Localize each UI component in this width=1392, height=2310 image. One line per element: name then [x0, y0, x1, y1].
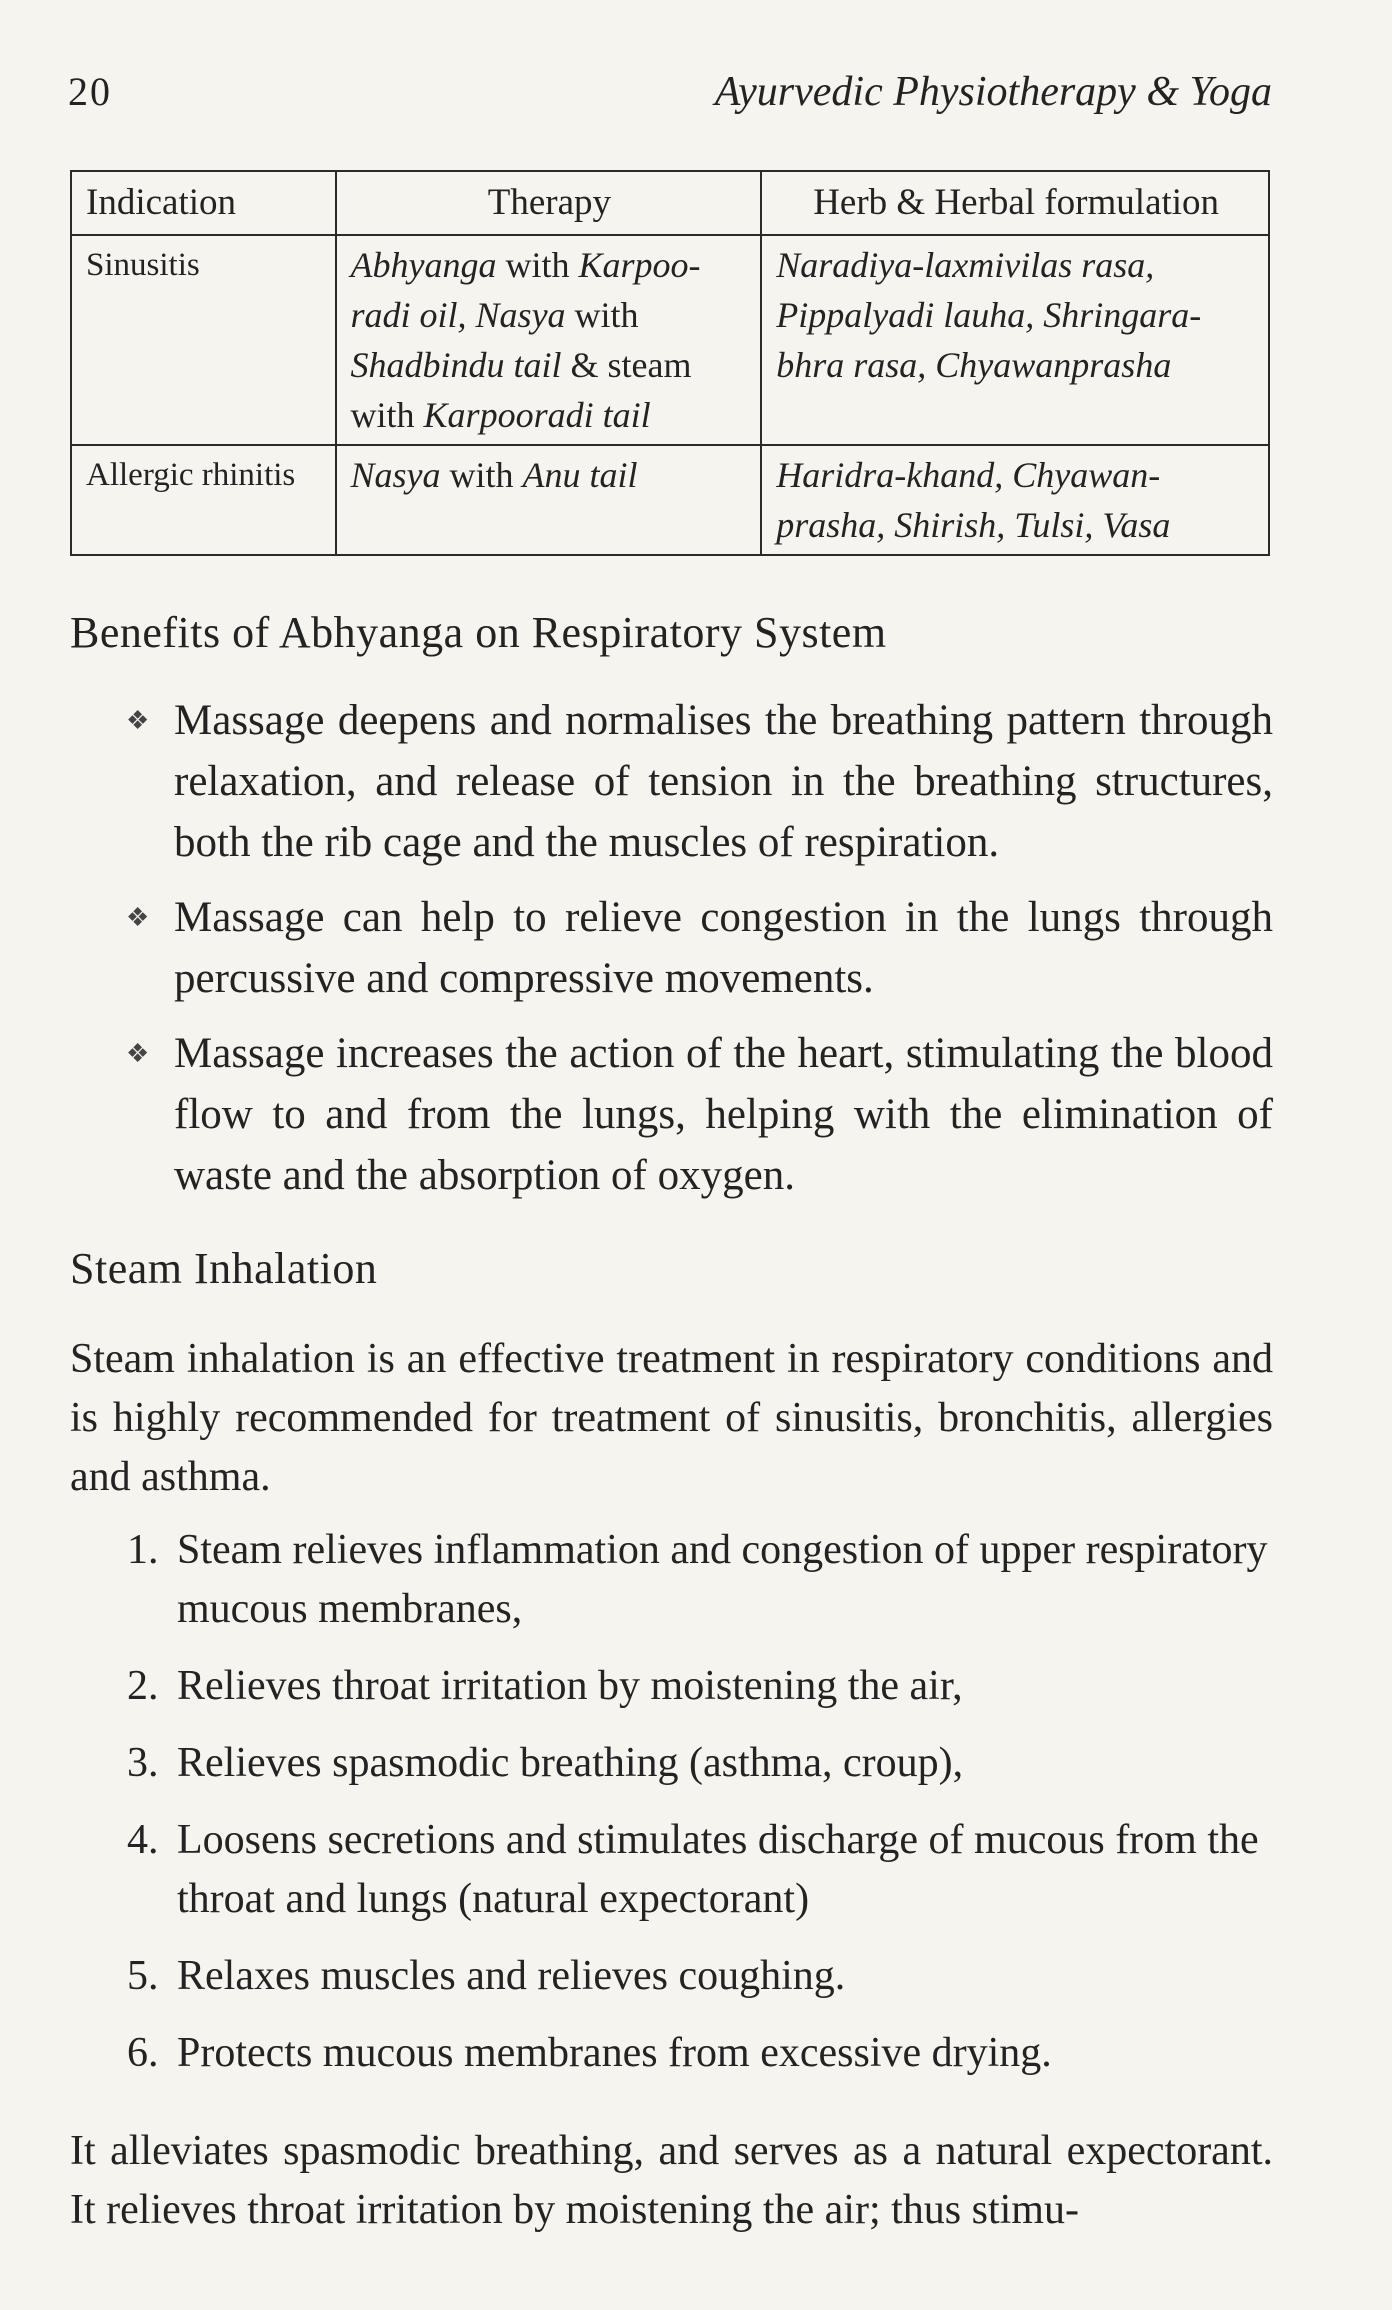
- item-text: Protects mucous membranes from excessive drying.: [177, 2030, 1052, 2076]
- benefit-text: Massage can help to relieve congestion in the lungs through percussive and compressive movements.: [174, 894, 1273, 1002]
- item-text: Relieves spasmodic breathing (asthma, croup),: [177, 1740, 964, 1786]
- section-heading-benefits: Benefits of Abhyanga on Respiratory System: [70, 608, 887, 657]
- column-header-indication: Indication: [71, 171, 336, 235]
- table-header-row: [71, 171, 1269, 235]
- column-header-herbs: Herb & Herbal formulation: [761, 171, 1269, 235]
- herb-line: prasha, Shirish, Tulsi, Vasa: [776, 505, 1171, 545]
- indication-therapy-table: [70, 170, 1270, 556]
- benefit-item: [118, 1023, 1273, 1206]
- cell-indication: Allergic rhinitis: [71, 445, 336, 555]
- column-header-therapy: Therapy: [336, 171, 762, 235]
- item-text: Relaxes muscles and relieves coughing.: [177, 1953, 846, 1999]
- herb-line: Naradiya-laxmivilas rasa,: [776, 245, 1155, 285]
- steam-list-item: [115, 1521, 1273, 1639]
- therapy-line: [351, 450, 749, 500]
- item-number: 1.: [127, 1527, 159, 1573]
- steam-list-item: [115, 2024, 1273, 2083]
- closing-paragraph: It alleviates spasmodic breathing, and serves as a natural expectorant. It relieves throat irritation by moistening the air; thus stimu-: [70, 2128, 1273, 2233]
- steam-benefits-list: [115, 1521, 1273, 2101]
- running-head: [68, 68, 1272, 128]
- cell-herbs: [761, 445, 1269, 555]
- item-text: Relieves throat irritation by moistening the air,: [177, 1663, 963, 1709]
- therapy-text: Abhyanga: [350, 245, 497, 285]
- therapy-text: Karpooradi tail: [423, 395, 651, 435]
- herb-line: Pippalyadi lauha, Shringara-: [776, 295, 1202, 335]
- cell-indication: Sinusitis: [71, 235, 336, 445]
- therapy-text: & steam: [561, 345, 692, 385]
- bullet-icon: ❖: [126, 903, 150, 932]
- benefits-list: [118, 690, 1273, 1220]
- bullet-icon: ❖: [126, 706, 150, 735]
- therapy-text: Shadbindu tail: [350, 345, 562, 385]
- therapy-line: [351, 340, 749, 390]
- benefit-text: Massage deepens and normalises the breathing pattern through relaxation, and release of tension in the breathing structures, both the rib cage and the muscles of respiration.: [174, 697, 1273, 866]
- herb-line: bhra rasa, Chyawanprasha: [776, 345, 1172, 385]
- item-number: 4.: [127, 1817, 159, 1863]
- herb-line: Haridra-khand, Chyawan-: [776, 455, 1161, 495]
- cell-therapy: [336, 235, 762, 445]
- therapy-text: with: [350, 395, 424, 435]
- therapy-text: Anu tail: [522, 455, 638, 495]
- therapy-line: [351, 290, 749, 340]
- item-number: 2.: [127, 1663, 159, 1709]
- item-number: 6.: [127, 2030, 159, 2076]
- running-title: Ayurvedic Physiotherapy & Yoga: [714, 69, 1272, 115]
- section-heading-steam: Steam Inhalation: [70, 1244, 378, 1293]
- table-row: [71, 235, 1269, 445]
- therapy-text: with: [565, 295, 639, 335]
- therapy-text: with: [440, 455, 523, 495]
- page-number: 20: [68, 69, 112, 114]
- benefit-item: [118, 887, 1273, 1009]
- benefit-item: [118, 690, 1273, 873]
- therapy-text: Karpoo-: [578, 245, 701, 285]
- therapy-line: [351, 390, 749, 440]
- therapy-line: [351, 240, 749, 290]
- steam-intro-paragraph: Steam inhalation is an effective treatment in respiratory conditions and is highly recommended for treatment of sinusitis, bronchitis, allergies and asthma.: [70, 1336, 1273, 1500]
- therapy-text: Nasya: [350, 455, 441, 495]
- benefit-text: Massage increases the action of the heart, stimulating the blood flow to and from the lungs, helping with the elimination of waste and the absorption of oxygen.: [174, 1030, 1273, 1199]
- table-row: [71, 445, 1269, 555]
- therapy-text: with: [496, 245, 579, 285]
- cell-herbs: [761, 235, 1269, 445]
- therapy-text: radi oil, Nasya: [350, 295, 566, 335]
- steam-list-item: [115, 1811, 1273, 1929]
- item-text: Loosens secretions and stimulates discharge of mucous from the throat and lungs (natural expectorant): [177, 1817, 1259, 1922]
- item-number: 3.: [127, 1740, 159, 1786]
- steam-list-item: [115, 1947, 1273, 2006]
- item-number: 5.: [127, 1953, 159, 1999]
- item-text: Steam relieves inflammation and congestion of upper respiratory mucous membranes,: [177, 1527, 1268, 1632]
- bullet-icon: ❖: [126, 1039, 150, 1068]
- cell-therapy: [336, 445, 762, 555]
- steam-list-item: [115, 1657, 1273, 1716]
- steam-list-item: [115, 1734, 1273, 1793]
